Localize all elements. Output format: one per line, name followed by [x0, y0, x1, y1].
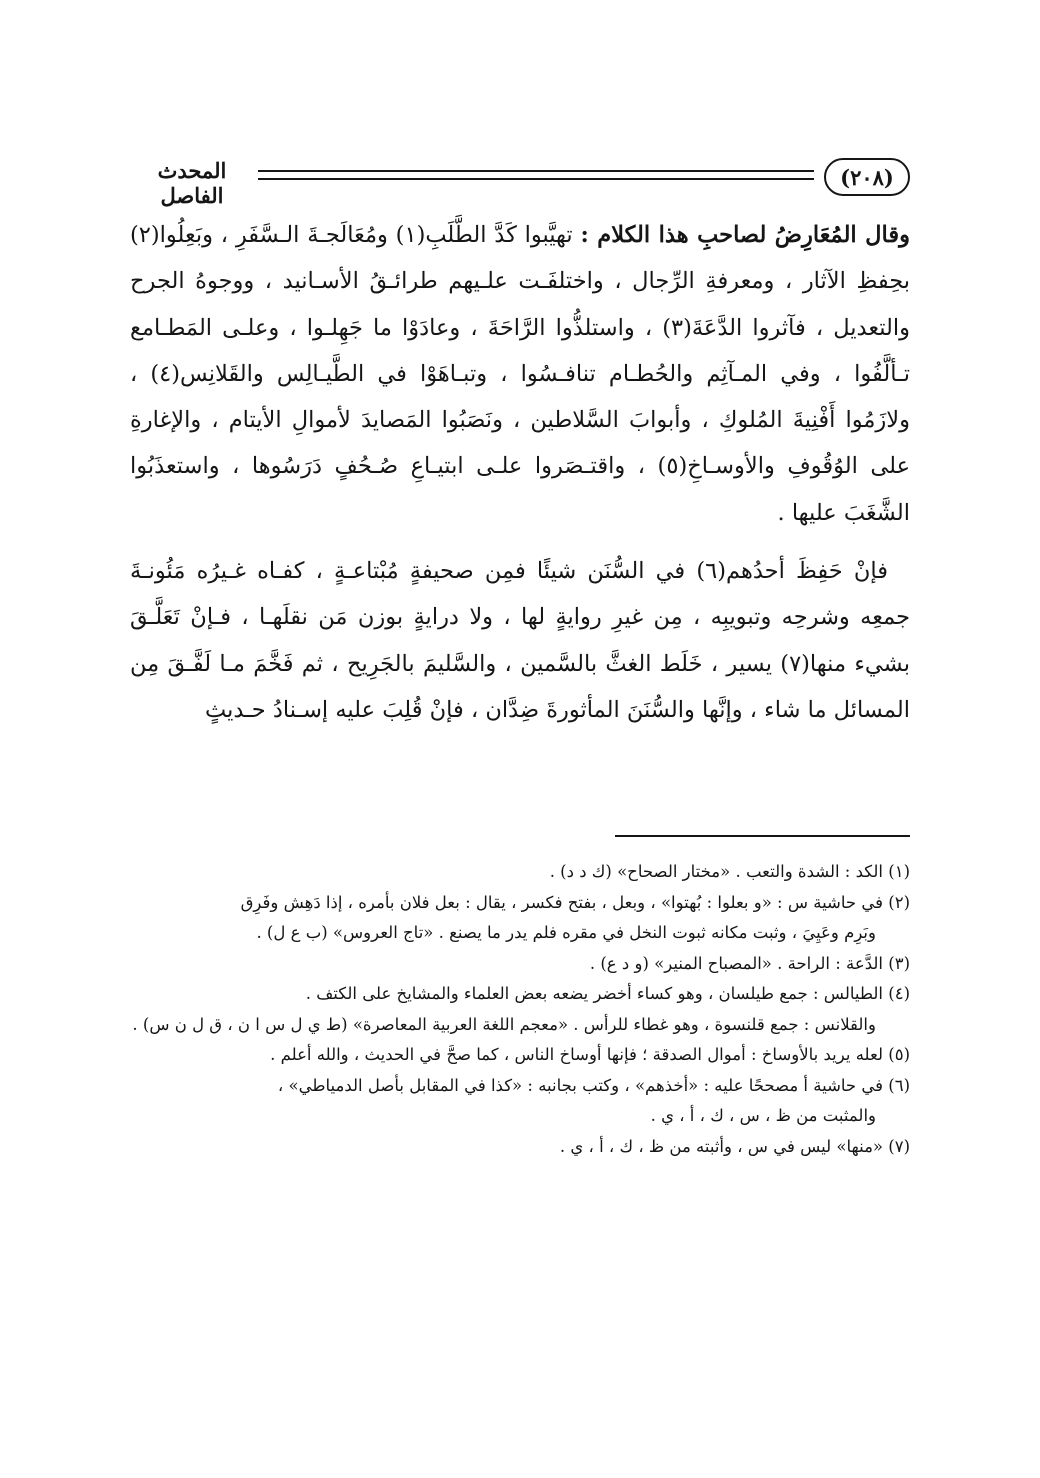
footnote-text: (٤) الطيالس : جمع طيلسان ، وهو كساء أخضر يضعه بعض العلماء والمشايخ على الكتف .	[305, 984, 910, 1003]
footnote-5	[130, 1040, 910, 1071]
main-text	[130, 212, 910, 733]
footnote-text: (٥) لعله يريد بالأوساخ : أموال الصدقة ؛ فإنها أوساخ الناس ، كما صحَّ في الحديث ، والله أعلم .	[270, 1045, 910, 1064]
header-double-rule	[258, 170, 814, 180]
footnote-continuation: وبَرِم وعَيِيَ ، وثبت مكانه ثبوت النخل في مقره فلم يدر ما يصنع . «تاج العروس» (ب ع ل) .	[256, 923, 876, 942]
page-number: (٢٠٨)	[824, 158, 910, 196]
footnote-4	[130, 979, 910, 1040]
footnote-text: (٦) في حاشية أ مصححًا عليه : «أخذهم» ، وكتب بجانبه : «كذا في المقابل بأصل الدمياطي» ،	[277, 1075, 910, 1095]
footnote-continuation: والمثبت من ظ ، س ، ك ، أ ، ي .	[650, 1106, 876, 1125]
footnote-text: (١) الكد : الشدة والتعب . «مختار الصحاح» (ك د د) .	[549, 862, 910, 881]
footnote-continuation: والقلانس : جمع قلنسوة ، وهو غطاء للرأس . «معجم اللغة العربية المعاصرة» (ط ي ل س ا ن ، ق ل ن س) .	[132, 1014, 876, 1034]
footnote-1	[130, 857, 910, 888]
footnote-7	[130, 1132, 910, 1163]
footnote-6	[130, 1071, 910, 1132]
footnote-text: (٢) في حاشية س : «و بعلوا : بُهتوا» ، وبعل ، بفتح فكسر ، يقال : بعل فلان بأمره ، إذا دَهِش وفَرِق	[240, 892, 910, 912]
paragraph-1	[130, 212, 910, 536]
paragraph-1-lead: وقال المُعَارِضُ لصاحبِ هذا الكلام :	[580, 222, 910, 248]
page-header	[130, 152, 910, 208]
paragraph-2: فإنْ حَفِظَ أحدُهم(٦) في السُّنَن شيئًا فمِن صحيفةٍ مُبْتاعـةٍ ، كفـاه غـيرُه مَئُونـةَ جمعِه وشرحِه وتبويبِه ، مِن غيرِ روايةٍ لها ، ولا درايةٍ بوزن مَن نقلَهـا ، فـإنْ تَعَلَّـقَ بشيء منها(٧) يسير ، خَلَط الغثَّ بالسَّمين ، والسَّليمَ بالجَرِيح ، ثم فَخَّمَ مـا لَفَّـقَ مِن المسائل ما شاء ، وإنَّها والسُّنَنَ المأثورةَ ضِدَّان ، فإنْ قُلِبَ عليه إسـنادُ حـديثٍ	[130, 558, 910, 723]
footnotes	[130, 857, 910, 1162]
paragraph-1-text: تهيَّبوا كَدَّ الطَّلَبِ(١) ومُعَالَجـةَ الـسَّفَرِ ، وبَعِلُوا(٢) بحِفظِ الآثار ، ومعرفةِ الرِّجال ، واختلفَـت علـيهم طرائـقُ الأسـانيد ، ووجوهُ الجرح والتعديل ، فآثروا الدَّعَةَ(٣) ، واستلذُّوا الرَّاحَةَ ، وعادَوْا ما جَهِلـوا ، وعلـى المَطـامع تـألَّفُوا ، وفي المـآثِم والحُطـام تنافـسُوا ، وتبـاهَوْا في الطَّيـالِس والقَلانِس(٤) ، ولازَمُوا أَفْنِيةَ المُلوكِ ، وأبوابَ السَّلاطين ، ونَصَبُوا المَصايدَ لأموالِ الأيتام ، والإغارةِ على الوُقُوفِ والأوسـاخِ(٥) ، واقتـصَروا علـى ابتيـاعِ صُـحُفٍ دَرَسُوها ، واستعذَبُوا الشَّغَبَ عليها .	[130, 222, 911, 526]
book-title: المحدث الفاصل	[157, 158, 227, 208]
footnote-divider	[615, 835, 910, 837]
footnote-text: (٣) الدَّعة : الراحة . «المصباح المنير» (و د ع) .	[589, 953, 910, 973]
footnote-2	[130, 888, 910, 949]
footnote-text: (٧) «منها» ليس في س ، وأثبته من ظ ، ك ، أ ، ي .	[559, 1136, 910, 1156]
footnote-3	[130, 949, 910, 980]
